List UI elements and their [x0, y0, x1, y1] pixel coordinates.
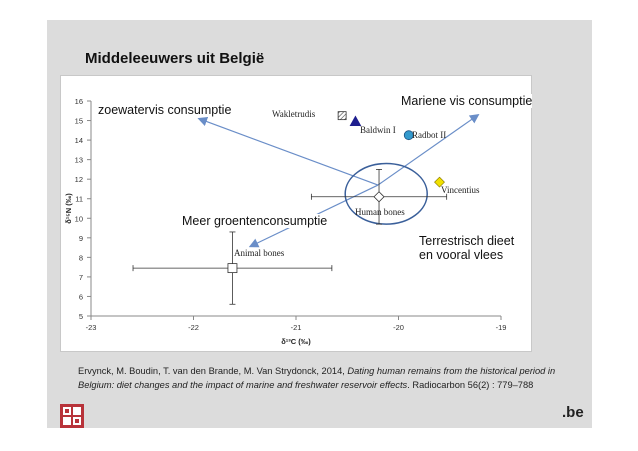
annotation-more-vegetables: Meer groentenconsumptie — [182, 214, 328, 228]
y-tick-label: 9 — [78, 233, 83, 243]
y-tick-label: 5 — [78, 312, 83, 321]
label-baldwin: Baldwin I — [360, 125, 396, 135]
label-wakletrudis: Wakletrudis — [272, 109, 316, 119]
citation-authors: Ervynck, M. Boudin, T. van den Brande, M. Van Strydonck, 2014, — [78, 366, 345, 376]
y-tick-label: 16 — [74, 97, 83, 106]
x-axis-label: δ¹³C (‰) — [281, 337, 311, 346]
y-axis-label: δ¹⁵N (‰) — [64, 193, 73, 224]
x-tick-label: -23 — [85, 323, 97, 332]
annotation-freshwater-fish: zoewatervis consumptie — [98, 103, 232, 117]
label-vincentius: Vincentius — [441, 185, 480, 195]
citation-journal: . Radiocarbon 56(2) : 779–788 — [407, 380, 534, 390]
x-tick-label: -21 — [290, 323, 302, 332]
label-radbot: Radbot II — [412, 130, 447, 140]
annotation-marine-fish: Mariene vis consumptie — [401, 94, 533, 108]
y-tick-label: 15 — [74, 116, 83, 126]
data-point-baldwin-i — [350, 117, 360, 126]
y-tick-label: 11 — [75, 194, 83, 204]
data-point-animal-bones — [228, 264, 237, 273]
diet-arrow — [199, 119, 378, 185]
y-tick-label: 14 — [74, 136, 83, 146]
y-tick-label: 6 — [78, 292, 83, 302]
annotation-terrestrial-line2: en vooral vlees — [419, 248, 504, 262]
x-tick-label: -19 — [495, 323, 507, 332]
y-tick-label: 13 — [74, 155, 83, 165]
y-tick-label: 12 — [74, 175, 83, 185]
institute-logo — [60, 404, 84, 428]
y-tick-label: 7 — [78, 272, 83, 282]
label-human-bones: Human bones — [355, 207, 405, 217]
y-tick-label: 8 — [78, 253, 83, 263]
be-logo: .be — [562, 404, 584, 421]
label-animal-bones: Animal bones — [234, 248, 285, 258]
y-tick-label: 10 — [74, 214, 83, 224]
x-tick-label: -20 — [393, 323, 404, 332]
x-tick-label: -22 — [188, 323, 199, 332]
slide-title: Middeleeuwers uit België — [85, 50, 265, 67]
annotation-terrestrial-diet — [419, 234, 514, 262]
data-point-human-bones — [374, 192, 384, 202]
chart-area — [60, 75, 532, 352]
citation — [78, 364, 578, 392]
annotation-terrestrial-line1: Terrestrisch dieet — [419, 234, 515, 248]
citation-title: Dating human remains from the historical period in Belgium: diet changes and the impact of marine and freshwater reservoir effects — [78, 366, 556, 390]
data-point-wakletrudis — [338, 112, 346, 120]
